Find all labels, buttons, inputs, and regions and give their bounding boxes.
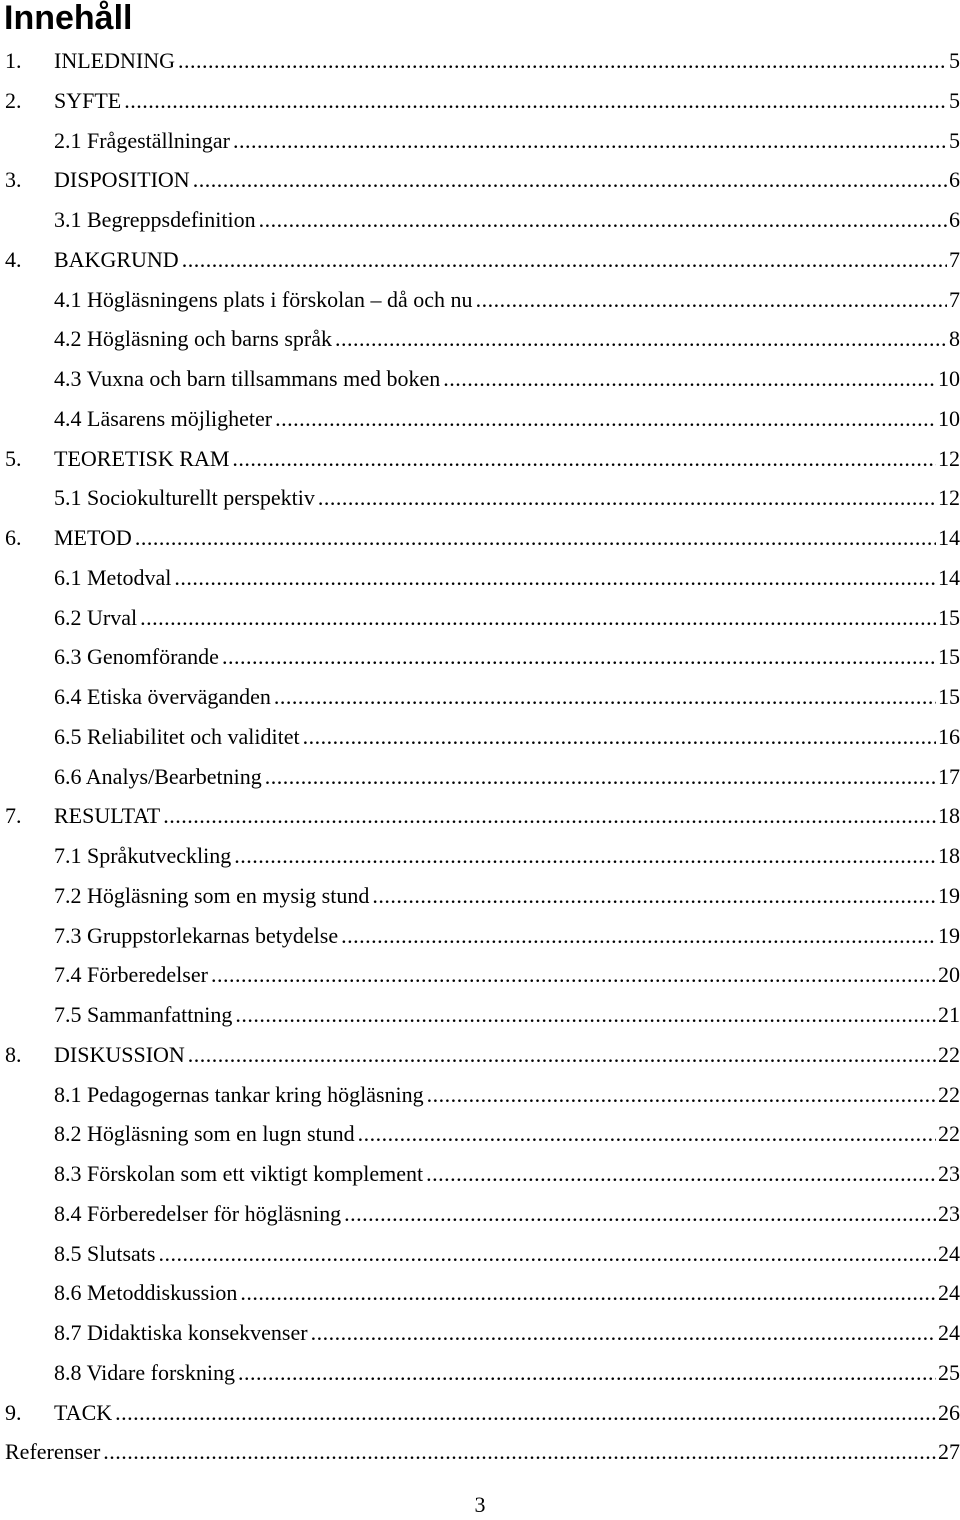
toc-entry-page: 22 [938, 1121, 960, 1147]
toc-entry-line [54, 518, 960, 558]
toc-entry-title: 8.2 Högläsning som en lugn stund [54, 1121, 355, 1147]
toc-entry-line [54, 1234, 960, 1274]
toc-entry-title: 8.1 Pedagogernas tankar kring högläsning [54, 1081, 424, 1107]
toc-entry-line [54, 1114, 960, 1154]
dot-leader [303, 717, 936, 757]
toc-entry-page: 24 [938, 1280, 960, 1306]
toc-entry-line [54, 319, 960, 359]
toc-entry-title: METOD [54, 525, 132, 550]
toc-entry-title: Referenser [5, 1439, 101, 1465]
dot-leader [259, 200, 947, 240]
dot-leader [443, 359, 936, 399]
toc-entry-title: DISKUSSION [54, 1041, 185, 1067]
toc-entry[interactable] [0, 41, 960, 81]
toc-entry-page: 16 [938, 723, 960, 749]
toc-entry-number: 8. [5, 1041, 22, 1067]
toc-entry-page: 10 [938, 366, 960, 391]
dot-leader [240, 1273, 936, 1313]
dot-leader [235, 995, 936, 1035]
toc-entry-line [54, 359, 960, 399]
toc-entry-title: 8.7 Didaktiska konsekvenser [54, 1320, 308, 1345]
toc-entry[interactable] [0, 200, 960, 240]
toc-entry-title: 8.5 Slutsats [54, 1240, 156, 1266]
toc-entry[interactable] [0, 717, 960, 757]
toc-entry[interactable] [0, 1393, 960, 1433]
dot-leader [158, 1234, 936, 1274]
dot-leader [311, 1313, 936, 1353]
toc-entry[interactable] [0, 876, 960, 916]
toc-entry-page: 19 [938, 922, 960, 948]
dot-leader [222, 637, 936, 677]
toc-entry[interactable] [0, 1075, 960, 1115]
dot-leader [135, 518, 936, 558]
toc-entry-page: 15 [938, 604, 960, 630]
toc-entry-title: RESULTAT [54, 803, 161, 829]
dot-leader [275, 399, 936, 439]
toc-entry-title: 6.1 Metodval [54, 564, 172, 590]
toc-entry[interactable] [0, 1114, 960, 1154]
toc-entry-line [54, 1154, 960, 1194]
dot-leader [265, 757, 936, 797]
toc-entry-line [54, 836, 960, 876]
toc-entry-title: 6.6 Analys/Bearbetning [54, 763, 262, 789]
toc-entry-line [54, 240, 960, 280]
toc-entry[interactable] [0, 81, 960, 121]
toc-entry[interactable] [0, 796, 960, 836]
toc-entry-page: 23 [938, 1200, 960, 1226]
toc-entry-line [54, 876, 960, 916]
toc-entry-page: 5 [949, 127, 960, 153]
toc-entry-title: TEORETISK RAM [54, 445, 230, 471]
dot-leader [103, 1432, 936, 1472]
toc-entry-page: 5 [949, 48, 960, 73]
toc-entry-page: 22 [938, 1081, 960, 1107]
page-number: 3 [474, 1492, 486, 1517]
dot-leader [124, 81, 947, 121]
toc-entry-line [54, 796, 960, 836]
toc-entry-line [54, 916, 960, 956]
toc-entry-title: INLEDNING [54, 48, 175, 73]
dot-leader [182, 240, 947, 280]
toc-entry-title: TACK [54, 1399, 113, 1425]
toc-entry-line [54, 1075, 960, 1115]
toc-entry-line [54, 200, 960, 240]
toc-entry-title: 4.4 Läsarens möjligheter [54, 405, 273, 431]
toc-entry[interactable] [0, 160, 960, 200]
toc-entry[interactable] [0, 280, 960, 320]
dot-leader [335, 319, 947, 359]
dot-leader [140, 598, 936, 638]
toc-entry[interactable] [0, 240, 960, 280]
toc-entry-number: 1. [5, 48, 22, 73]
toc-entry-title: 5.1 Sociokulturellt perspektiv [54, 485, 315, 511]
toc-entry-page: 12 [938, 485, 960, 511]
toc-entry-page: 24 [938, 1320, 960, 1345]
toc-entry-title: 8.3 Förskolan som ett viktigt komplement [54, 1161, 424, 1186]
toc-entry-line [54, 280, 960, 320]
toc-entry-page: 14 [938, 564, 960, 590]
toc-entry-page: 23 [938, 1161, 960, 1186]
dot-leader [163, 796, 936, 836]
toc-entry-line [54, 995, 960, 1035]
dot-leader [476, 280, 947, 320]
toc-entry[interactable] [0, 1035, 960, 1075]
toc-entry-line [54, 399, 960, 439]
toc-entry-line [54, 1313, 960, 1353]
toc-entry-page: 10 [938, 405, 960, 431]
toc-entry-line [54, 1035, 960, 1075]
toc-entry-line [54, 439, 960, 479]
toc-entry[interactable] [0, 359, 960, 399]
toc-entry-page: 22 [938, 1041, 960, 1067]
dot-leader [211, 955, 936, 995]
dot-leader [232, 439, 936, 479]
toc-entry[interactable] [0, 1313, 960, 1353]
toc-entry-title: 6.4 Etiska överväganden [54, 684, 271, 709]
toc-entry-title: 7.4 Förberedelser [54, 962, 208, 988]
toc-entry-title: DISPOSITION [54, 167, 190, 193]
toc-entry-number: 9. [5, 1399, 22, 1425]
dot-leader [178, 41, 947, 81]
toc-entry-number: 4. [5, 246, 22, 272]
toc-entry-page: 6 [949, 207, 960, 232]
dot-leader [341, 916, 936, 956]
toc-entry-number: 3. [5, 167, 22, 193]
table-of-contents [0, 41, 960, 1472]
toc-entry-title: SYFTE [54, 87, 122, 113]
toc-entry-line [5, 1432, 960, 1472]
toc-entry-line [54, 757, 960, 797]
toc-entry-line [54, 677, 960, 717]
dot-leader [238, 1353, 936, 1393]
toc-entry-title: 7.5 Sammanfattning [54, 1002, 233, 1027]
toc-entry-title: 6.5 Reliabilitet och validitet [54, 723, 300, 749]
toc-entry-page: 15 [938, 644, 960, 670]
toc-entry[interactable] [0, 518, 960, 558]
toc-entry-page: 12 [938, 445, 960, 471]
toc-entry-line [54, 1353, 960, 1393]
toc-entry[interactable] [0, 1194, 960, 1234]
toc-entry[interactable] [0, 677, 960, 717]
toc-entry-number: 7. [5, 803, 22, 829]
dot-leader [233, 121, 947, 161]
toc-entry-line [54, 1273, 960, 1313]
toc-entry[interactable] [0, 558, 960, 598]
toc-entry[interactable] [0, 439, 960, 479]
toc-entry[interactable] [0, 1234, 960, 1274]
dot-leader [426, 1154, 936, 1194]
toc-entry[interactable] [0, 836, 960, 876]
dot-leader [188, 1035, 936, 1075]
toc-entry-title: 8.8 Vidare forskning [54, 1359, 235, 1385]
toc-entry[interactable] [0, 637, 960, 677]
toc-entry-line [54, 81, 960, 121]
dot-leader [193, 160, 947, 200]
toc-entry[interactable] [0, 121, 960, 161]
toc-entry[interactable] [0, 1273, 960, 1313]
toc-entry-line [54, 1194, 960, 1234]
toc-entry-title: 8.6 Metoddiskussion [54, 1280, 238, 1306]
toc-entry-page: 17 [938, 763, 960, 789]
toc-entry-page: 26 [938, 1399, 960, 1425]
toc-entry-line [54, 478, 960, 518]
toc-entry-page: 18 [938, 803, 960, 829]
toc-entry[interactable] [0, 955, 960, 995]
toc-entry[interactable] [0, 319, 960, 359]
toc-entry[interactable] [0, 399, 960, 439]
toc-entry-line [54, 558, 960, 598]
toc-heading: Innehåll [4, 0, 133, 37]
toc-entry-page: 18 [938, 843, 960, 868]
toc-entry-title: 7.3 Gruppstorlekarnas betydelse [54, 922, 339, 948]
toc-entry-title: 3.1 Begreppsdefinition [54, 207, 256, 232]
toc-entry[interactable] [0, 757, 960, 797]
dot-leader [427, 1075, 936, 1115]
dot-leader [318, 478, 936, 518]
toc-entry-line [54, 955, 960, 995]
toc-entry-page: 20 [938, 962, 960, 988]
toc-entry-title: 2.1 Frågeställningar [54, 127, 230, 153]
toc-entry[interactable] [0, 916, 960, 956]
toc-entry[interactable] [0, 478, 960, 518]
toc-entry-line [54, 598, 960, 638]
toc-entry-line [54, 41, 960, 81]
toc-entry-title: 4.1 Högläsningens plats i förskolan – då och nu [54, 286, 473, 312]
toc-entry-line [54, 637, 960, 677]
toc-entry-number: 5. [5, 445, 22, 471]
toc-entry-page: 15 [938, 684, 960, 709]
toc-entry-title: 6.2 Urval [54, 604, 138, 630]
toc-entry-page: 24 [938, 1240, 960, 1266]
dot-leader [344, 1194, 936, 1234]
toc-entry-page: 7 [949, 286, 960, 312]
toc-entry-title: 8.4 Förberedelser för högläsning [54, 1200, 342, 1226]
toc-entry-title: BAKGRUND [54, 246, 179, 272]
toc-entry-page: 7 [949, 246, 960, 272]
toc-entry-title: 7.1 Språkutveckling [54, 843, 232, 868]
toc-entry-page: 25 [938, 1359, 960, 1385]
dot-leader [372, 876, 936, 916]
toc-entry-page: 5 [949, 87, 960, 113]
toc-entry-line [54, 160, 960, 200]
toc-entry-page: 6 [949, 167, 960, 193]
dot-leader [115, 1393, 936, 1433]
toc-entry[interactable] [0, 1154, 960, 1194]
dot-leader [274, 677, 936, 717]
toc-entry-number: 2. [5, 87, 22, 113]
toc-entry-title: 7.2 Högläsning som en mysig stund [54, 882, 370, 908]
dot-leader [174, 558, 936, 598]
toc-entry-page: 27 [938, 1439, 960, 1465]
dot-leader [358, 1114, 936, 1154]
toc-entry[interactable] [0, 598, 960, 638]
toc-entry-title: 6.3 Genomförande [54, 644, 219, 670]
toc-entry-page: 21 [938, 1002, 960, 1027]
toc-entry-line [54, 717, 960, 757]
toc-entry-number: 6. [5, 525, 22, 550]
toc-entry[interactable] [0, 1353, 960, 1393]
toc-entry-page: 14 [938, 525, 960, 550]
toc-entry-line [54, 121, 960, 161]
toc-entry-title: 4.2 Högläsning och barns språk [54, 326, 333, 352]
toc-entry-line [54, 1393, 960, 1433]
toc-entry-title: 4.3 Vuxna och barn tillsammans med boken [54, 366, 441, 391]
dot-leader [234, 836, 936, 876]
toc-entry-page: 8 [949, 326, 960, 352]
toc-entry-page: 19 [938, 882, 960, 908]
toc-entry[interactable] [0, 1432, 960, 1472]
toc-entry[interactable] [0, 995, 960, 1035]
